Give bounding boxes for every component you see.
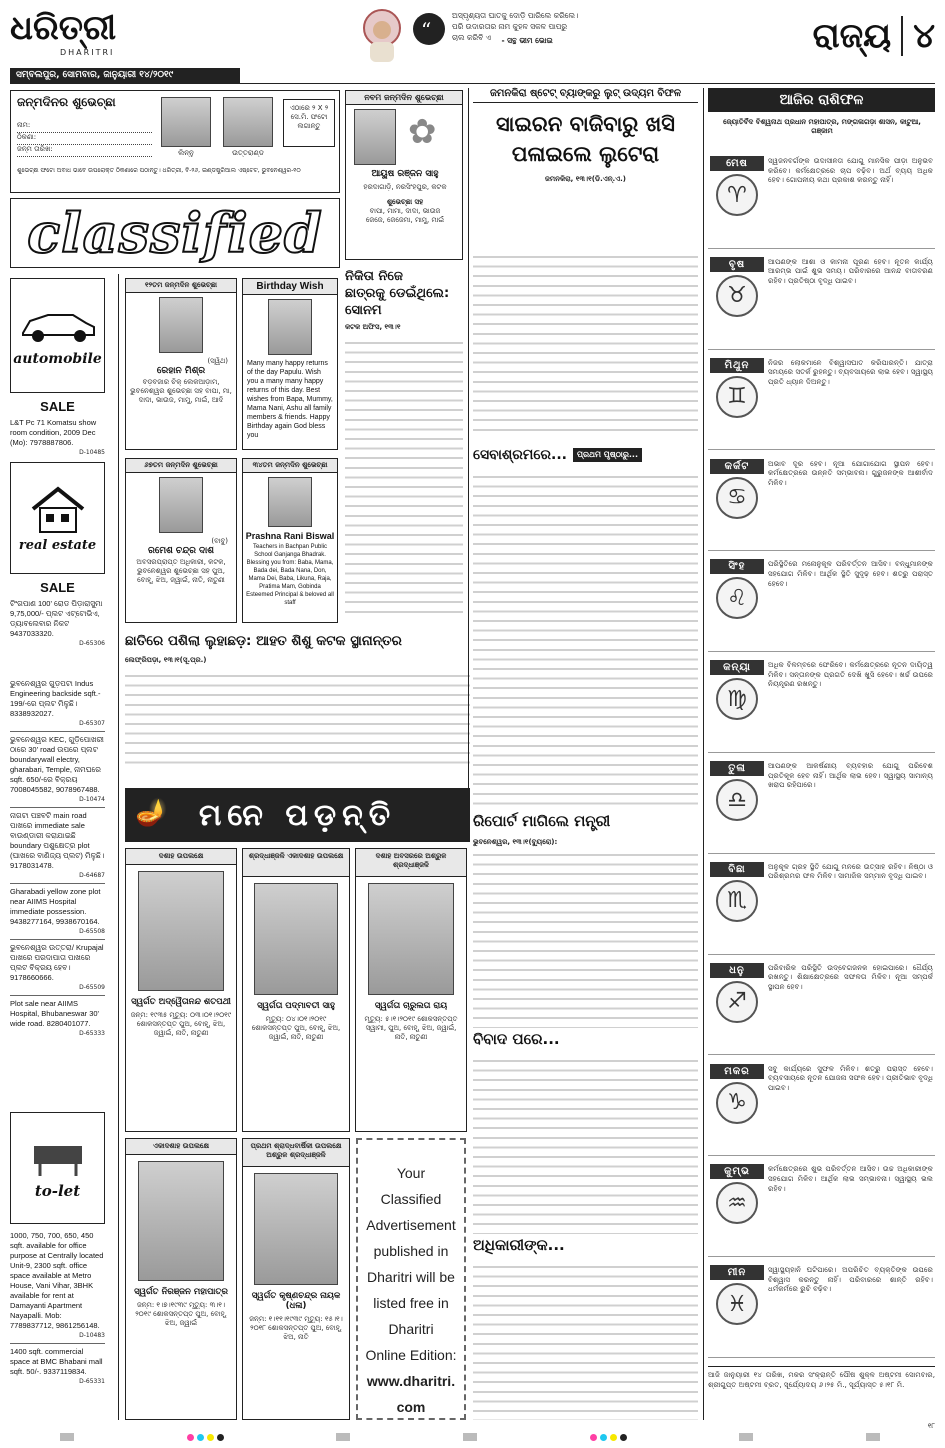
obituary-text: ଜନ୍ମ: ୧୯୩୫ ମୃତ୍ୟୁ: ୦୩।୦୧।୨୦୧୯ ଶୋକସନ୍ତପ୍ତ ପୁଅ, ବୋହୂ, ଝିଅ, ଜ୍ୱାଇଁ, ନାତି, ନାତୁଣୀ [130,1011,232,1037]
obituary-card-5 [242,1138,350,1420]
promo-line: Classified [380,1191,442,1207]
list-item [10,732,105,808]
zodiac-glyph: ♌ [716,577,758,619]
bibada-header [473,1030,698,1052]
zodiac-name: ବିଛା [710,862,764,877]
obituary-card-1 [125,848,237,1132]
wish-text: ଅବସରପ୍ରାପ୍ତ ଅଧିକାରୀ, କଟକ, ଭୁବନେଶ୍ୱର ଶୁଭେଚ୍ଛା ସହ ପୁଅ, ବୋହୂ, ଝିଅ, ଜ୍ୱାଇଁ, ନାତି, ନାତୁଣୀ [136,558,226,584]
zodiac-sign-icon [710,862,764,922]
navam-line-1: ହରଦାଗାଡ଼ି, ନରସିଂହପୁର, କଟକ [363,183,447,191]
classified-code: D-64687 [79,872,105,879]
birthday-form-title: ଜନ୍ମଦିନର ଶୁଭେଚ୍ଛା [17,95,116,109]
zodiac-glyph: ♏ [716,880,758,922]
wish-card-4 [242,458,338,623]
list-item [10,1344,105,1389]
house-icon [28,484,88,534]
flower-icon: ✿ [408,112,437,152]
zodiac-prediction: ସ୍ୱଜନବର୍ଗଙ୍କ ଉଦାସୀନତା ଯୋଗୁ ମାନସିକ ପୀଡ଼ା ଅନୁଭବ କରିବେ। କର୍ମକ୍ଷେତ୍ରରେ ଚାପ ବଢ଼ିବ। ଅର୍ଥ ବ୍ୟୟ ଅଧିକ ହେବ। ଗୋପନୀୟ କଥା ପ୍ରକାଶ କରନ୍ତୁ ନାହିଁ। [768,156,933,185]
wish-card-2 [242,278,338,450]
obituary-card-4 [125,1138,237,1420]
zodiac-glyph: ♍ [716,678,758,720]
report-dateline: ଭୁବନେଶ୍ୱର, ୧୩।୧(ବ୍ୟୁରୋ): [473,838,558,846]
promo-url-suffix: com [396,1399,426,1415]
sevashram-header [473,444,698,466]
birthday-form [10,90,340,193]
classified-text: ଭୁବନେଶ୍ୱର ଉତ୍ତରା/ Krupajal ପାଖରେ ପରଦାପାତା ପାଖରେ ପ୍ଲଟ ବିକ୍ରୟ ହେବ। 9178660666. [10,943,104,982]
automobile-label: automobile [13,350,102,367]
promo-line: Your [396,1165,426,1181]
rashifala-footer [708,1366,935,1420]
obituary-name: ସ୍ୱର୍ଗତା ପଦ୍ମାବତୀ ସାହୁ [257,1001,335,1011]
tolet-text: 1400 sqft. commercial space at BMC Bhabani mall sqft. 50/-. 9337119834. [10,1347,103,1376]
zodiac-sign-icon [710,963,764,1023]
wish-photo [268,477,312,527]
obituary-name: ସ୍ୱର୍ଗତ କୃଷ୍ଣଚନ୍ଦ୍ର ନାୟକ (ଧଳା) [251,1291,341,1311]
folio-number: ୧୮ [927,1422,935,1430]
zodiac-row [708,1160,935,1257]
obituary-name: ସ୍ୱର୍ଗତ ଅଦ୍ୱୈତାନନ୍ଦ ଶତପଥୀ [131,997,231,1007]
wish-text: Teachers in Bachpan Public School Ganjanga Bhadrak. Blessing you from: Baba, Mama, Bada dei, Bada Nana, Don, Mama Dei, Baba, Likuna, Raja, Pratima Mam, Gobinda Esteemed Principal & beloved all staff [246,544,334,606]
lead-headline-2: ପଳାଇଲେ ଲୁଟେରା [511,142,660,166]
rashifala-header [708,88,935,112]
zodiac-sign-icon [710,1164,764,1224]
logo-odia: ଧରିତ୍ରୀ [10,8,117,48]
zodiac-row [708,354,935,451]
zodiac-glyph: ♉ [716,275,758,317]
zodiac-glyph: ♐ [716,981,758,1023]
navam-line-2: ଶୁଭେଚ୍ଛା ସହ [386,198,424,206]
list-item [10,884,105,940]
rashifala-title: ଆଜିର ରାଶିଫଳ [779,92,864,108]
navam-title: ନବମ ଜନ୍ମଦିନ ଶୁଭେଚ୍ଛା [346,91,462,105]
quote-icon [412,12,448,48]
color-dots [590,1434,627,1441]
lead-kicker: ଜମନକିରା ଷ୍ଟେଟ୍ ବ୍ୟାଙ୍କରୁ ଲୁଟ୍ ଉଦ୍ୟମ ବିଫଳ [473,88,698,103]
zodiac-sign-icon [710,1265,764,1325]
promo-line: published in [373,1243,449,1259]
obituary-text: ମୃତ୍ୟୁ: ୫।୧।୨୦୧୯ ଶୋକସନ୍ତପ୍ତ ସ୍ୱାମୀ, ପୁଅ, ବୋହୂ, ଝିଅ, ଜ୍ୱାଇଁ, ନାତି, ନାତୁଣୀ [364,1015,458,1041]
wish-title: ୩୪ତମ ଜନ୍ମଦିନ ଶୁଭେଚ୍ଛା [243,459,337,473]
zodiac-name: ବୃଷ [710,257,764,272]
chhatire-story [125,632,470,782]
promo-line: Online Edition: [365,1347,457,1363]
obituary-occasion: ଦଶାହ ଅବସରରେ ଅଶ୍ରୁଳ ଶ୍ରଦ୍ଧାଞ୍ଜଳି [356,849,466,877]
obituary-photo [254,883,338,995]
zodiac-sign-icon [710,358,764,418]
zodiac-prediction: ଆପଣଙ୍କ ଆଶା ଓ କାମନା ପୂରଣ ହେବ। ନୂତନ କାର୍ଯ୍ୟ ଆରମ୍ଭ ପାଇଁ ଶୁଭ ସମୟ। ପରିବାରରେ ଆନନ୍ଦ ବାତାବରଣ ରହିବ। ପ୍ରତିଷ୍ଠା ବୃଦ୍ଧି ପାଇବ। [768,256,933,286]
tolet-ad [10,1112,105,1438]
obituary-text: ମୃତ୍ୟୁ: ୦୪।୦୧।୨୦୧୯ ଶୋକସନ୍ତପ୍ତ ପୁଅ, ବୋହୂ, ଝିଅ, ଜ୍ୱାଇଁ, ନାତି, ନାତୁଣୀ [251,1015,341,1041]
classified-text: Plot sale near AIIMS Hospital, Bhubaneswar 30' wide road. 8280401077. [10,999,99,1028]
real-estate-label: real estate [18,537,97,553]
adhikari-headline: ଅଧିକାରୀଙ୍କ... [473,1236,565,1254]
lead-dateline: ଜମନକିରା, ୧୩।୧(ଡି.ଏନ୍.ଏ.) [545,175,626,183]
panjika-text: ଆଜି ଜାନୁୟାରୀ ୧୪ ତାରିଖ, ମକର ସଂକ୍ରାନ୍ତି ପୌଷ ଶୁକ୍ଳ ଅଷ୍ଟମୀ ସୋମବାର, ଶ୍ରୀଗୁପ୍ତ ଅଷ୍ଟମୀ ବ୍ରତ, ସୂର୍ଯ୍ୟୋଦୟ ୬।୨୫ ମି., ସୂର୍ଯ୍ୟାସ୍ତ ୫।୧୮ ମି. [708,1370,935,1389]
zodiac-glyph: ♈ [716,174,758,216]
automobile-sale-title: SALE [40,399,75,414]
tolet-label: to-let [34,1182,81,1200]
navam-birthday-card [345,90,463,260]
obituary-card-3 [355,848,467,1132]
adhikari-body [473,1260,698,1420]
real-estate-sale-title: SALE [40,580,75,595]
promo-url[interactable]: www.dharitri. [366,1373,456,1389]
lamp-icon: 🪔 [135,798,168,828]
classified-code: D-10474 [79,796,105,803]
chhatire-headline: ଛାତିରେ ପଶିଲା ଲୁହାଛଡ଼: ଆହତ ଶିଶୁ କଟକ ସ୍ଥାନାନ୍ତର [125,633,402,649]
form-field-address: ଠିକଣା: [17,133,152,145]
astrologer: ଜ୍ୟୋତିର୍ବିଦ ବିଶ୍ୱନାଥ ପ୍ରଧାନ ମହାପାତ୍ର, ମଙ୍ଗଳାଗଡ଼ା ଶାସନ, କାଟୁଆ, ଗଞ୍ଜାମ [723,118,921,135]
form-photo-caption-1: ଲିନ୍ନୁ [178,149,194,157]
quote-line-1: ଅସ୍ପୃଶ୍ୟତା ଘାତକୁ ଦୋଡ଼ି ପାରିଲେ କରିଲେ। [452,11,579,20]
zodiac-name: କନ୍ୟା [710,660,764,675]
free-ad-promo [356,1138,466,1420]
dateline-text: ସମ୍ବଲପୁର, ସୋମବାର, ଜାନୁୟାରୀ ୧୪/୨୦୧୯ [16,70,174,80]
zodiac-sign-icon [710,559,764,619]
page-number: ୪ [913,16,935,56]
zodiac-prediction: ପରିସ୍ଥିତିରେ ମନୋନୁକୂଳ ପରିବର୍ତ୍ତନ ଆସିବ। ବନ୍ଧୁମାନଙ୍କ ସହଯୋଗ ମିଳିବ। ଆର୍ଥିକ ସ୍ଥିତି ସୁଦୃଢ଼ ହେବ। ଶତ୍ରୁ ପରାସ୍ତ ହେବେ। [768,559,933,588]
masthead-quote [452,10,657,66]
zodiac-prediction: ନିଜର ଲୋକମାନେ ବିଶ୍ୱାସଘାତ କରିପାରନ୍ତି। ଯାତ୍ରା ସମୟରେ ସତର୍କ ରୁହନ୍ତୁ। ବ୍ୟବସାୟରେ ଲାଭ ହେବ। ସ୍ୱାସ୍ଥ୍ୟ ପ୍ରତି ଧ୍ୟାନ ଦିଅନ୍ତୁ। [768,357,933,386]
masthead-rule [240,83,935,84]
adhikari-header [473,1236,698,1258]
zodiac-name: ଧନୁ [710,963,764,978]
zodiac-sign-icon [710,459,764,519]
obituary-photo [254,1173,338,1285]
zodiac-name: ମକର [710,1064,764,1079]
navam-line-4: ଜେଜେ, ଜେଜେମା, ମାମୁ, ମାଇଁ [365,216,445,224]
zodiac-prediction: ଅନୁକୂଳ ଗ୍ରହ ସ୍ଥିତି ଯୋଗୁ ମନରେ ଉତ୍ସାହ ରହିବ। ନିଷ୍ଠା ଓ ପରିଶ୍ରମର ଫଳ ମିଳିବ। ସାମାଜିକ ସମ୍ମାନ ବୃଦ୍ଧି ପାଇବ। [768,861,933,881]
form-photo-caption-2: ଉତ୍ତରାଣ୍ଡ [232,149,264,157]
list-item [10,1228,105,1344]
classified-code: D-65307 [79,720,105,727]
rashifala-list [708,152,935,1362]
real-estate-ad-code: D-65306 [79,640,105,647]
automobile-ad-text: L&T Pc 71 Komatsu show room condition, 2009 Dec (Mo): 7978887806. [10,418,97,447]
zodiac-prediction: ସ୍ୱାସ୍ଥ୍ୟହାନି ଘଟିପାରେ। ଅପରିଚିତ ବ୍ୟକ୍ତିଙ୍କ ଉପରେ ବିଶ୍ୱାସ କରନ୍ତୁ ନାହିଁ। ପରିବାରରେ ଶାନ୍ତି ରହିବ। ଧର୍ମକର୍ମରେ ରୁଚି ବଢ଼ିବ। [768,1265,933,1294]
wish-text: ବଡ଼ବଜାର ଚିକ୍ ଲେକଆଡ଼ାମ, ଭୁବନେଶ୍ୱର ଶୁଭେଚ୍ଛା ସହ ବାପା, ମା, ଦାଦା, ଭାଉଜ, ମାମୁ, ମାଇଁ, ଆଦି [130,378,232,404]
zodiac-name: ମେଷ [710,156,764,171]
car-icon [18,305,98,345]
tolet-sign-icon [26,1136,90,1176]
zodiac-glyph: ♊ [716,376,758,418]
obituary-text: ଜନ୍ମ: ୧।୧୧।୧୯୩୯ ମୃତ୍ୟୁ: ୧୫।୧।୨୦୧୮ ଶୋକସନ୍ତପ୍ତ ପୁଅ, ବୋହୂ, ଝିଅ, ନାତି [249,1315,343,1341]
obituary-card-2 [242,848,350,1132]
wish-name: ରମେଶ ଚନ୍ଦ୍ର ଦାଶ [148,546,214,556]
zodiac-sign-icon [710,761,764,821]
list-item [10,996,105,1041]
photo-size-note: ଏଠାରେ ୨ X ୨ ସେ.ମି. ଫଟୋ ଲଗାନ୍ତୁ [283,99,335,147]
classified-banner-text: classified [27,201,323,265]
wish-title: ୬୭ତମ ଜନ୍ମଦିନ ଶୁଭେଚ୍ଛା [126,459,236,473]
zodiac-name: ମିଥୁନ [710,358,764,373]
zodiac-name: ତୁଳା [710,761,764,776]
zodiac-name: କର୍କଟ [710,459,764,474]
saint-portrait [360,8,404,64]
chhatire-body [125,669,470,769]
navam-name: ଆୟୁଷ ରଞ୍ଜନ ସାହୁ [371,169,439,179]
wish-tag: (ସ୍ୱିଥ) [207,357,228,365]
real-estate-ad-text: ଟିଂଗପାଣ 100' ରୋଡ ପିଡ଼ାରାସୁମା 9,75,000/- ପ୍ଲଟ ଏଟ୍ଟୋଭିଏ, ଡ୍ୟାବଲେବାର ନିକଟ 9437033320. [10,599,103,638]
obituary-text: ଜନ୍ମ: ୧।୭।୧୯୩୯ ମୃତ୍ୟୁ: ୩।୧।୨୦୧୯ ଶୋକସନ୍ତପ୍ତ ପୁଅ, ବୋହୂ, ଝିଅ, ଜ୍ୱାଇଁ [135,1301,227,1327]
classified-text: ନାଗଟା ପଞ୍ଚବଟି main road ପାଖରେ immediate sale ବାଉଣ୍ଡାରୀ କରାଯାଇଛି boundary ପଶୁକ୍ଷେତ୍ର plot (ଘାଖରେ ବାଣିଜ୍ୟ ପ୍ଲଟ) ମିଳୁଛି। 9178031478. [10,811,105,870]
lead-story [473,88,698,248]
classified-text: ଭୁବନେଶ୍ୱର KEC, ଗୁଡ଼ିପୋଖରୀ ଠାରେ 30' road ଉପରେ ପ୍ଲଟ boundarywall electry, gharabari, Temple, ନାମଘରେ sqft. 650/-ରେ ବିକ୍ରୟ 7008045582, 9078967488. [10,735,104,794]
logo-en: DHARITRI [60,48,115,57]
tolet-sign-label: TO LET [43,1134,72,1142]
section-name: ରାଜ୍ୟ [812,16,892,56]
classified-code: D-65509 [79,984,105,991]
zodiac-name: ମୀନ [710,1265,764,1280]
automobile-ad [10,278,105,458]
mane-padunti-title: ମନେ ପଡ଼ନ୍ତି [198,797,397,833]
section-divider [901,16,903,56]
zodiac-prediction: ଅଭାବ ଦୂର ହେବ। ନୂଆ ଯୋଗାଯୋଗ ସ୍ଥାପନ ହେବ। କର୍ମକ୍ଷେତ୍ରରେ ଉନ୍ନତି ସମ୍ଭାବନା। ଗୁରୁଜନଙ୍କ ଆଶୀର୍ବାଦ ମିଳିବ। [768,458,933,487]
report-body [473,848,698,1028]
bibada-headline: ବିବାଦ ପରେ... [473,1030,560,1048]
svg-text:“: “ [421,18,432,42]
wish-photo [268,299,312,355]
form-field-name: ନାମ: [17,121,152,133]
real-estate-icon-box [10,462,105,574]
zodiac-name: ସିଂହ [710,559,764,574]
zodiac-row [708,1060,935,1157]
form-field-dob: ଜନ୍ମ ତାରିଖ: [17,145,152,157]
obituary-name: ସ୍ୱର୍ଗତ ନିରଞ୍ଜନ ମହାପାତ୍ର [134,1287,228,1297]
nikita-headline-2: ଛାତ୍ରକୁ ଡେଇଁଥିଲେ: [345,286,450,301]
zodiac-prediction: କର୍ମକ୍ଷେତ୍ରରେ ଶୁଭ ପରିବର୍ତ୍ତନ ଆସିବ। ଉଚ୍ଚ ଅଧିକାରୀଙ୍କ ସହଯୋଗ ମିଳିବ। ଆର୍ଥିକ ଲାଭ ସମ୍ଭାବନା। ସ୍ୱାସ୍ଥ୍ୟ ଭଲ ରହିବ। [768,1164,933,1193]
navam-line-3: ବାପା, ମାମା, ଦାଦା, ଭାଉଜ [369,207,441,215]
tolet-code: D-65331 [79,1378,105,1385]
zodiac-prediction: ଆପଣଙ୍କ ଆକର୍ଷଣୀୟ ବ୍ୟବହାର ଯୋଗୁ ପରିବେଶ ପ୍ରତିକୂଳ ହେବ ନାହିଁ। ଆର୍ଥିକ ଲାଭ ହେବ। ସ୍ୱାସ୍ଥ୍ୟ ସାମାନ୍ୟ ଖରାପ ରହିପାରେ। [768,761,933,790]
birthday-form-notice: ଶୁଭେଚ୍ଛା ଫଟୋ ଅବାଧ ଭାବେ ଉପରୋକ୍ତ ଠିକଣାରେ ପଠାନ୍ତୁ। ଧରିତ୍ରୀ, ବି-୨୬, ଇଣ୍ଡଷ୍ଟ୍ରିଆଲ ଏଷ୍ଟେଟ, ଭୁବନେଶ୍ୱର-୧୦ [17,167,301,174]
zodiac-row [708,152,935,249]
list-item [10,808,105,884]
color-dots [187,1434,224,1441]
wish-name: Prashna Rani Biswal [245,531,335,541]
zodiac-row [708,253,935,350]
zodiac-row [708,1261,935,1358]
zodiac-glyph: ♋ [716,477,758,519]
zodiac-prediction: ଅଧିକ ବିଳମ୍ବରେ ଫେରିବେ। କର୍ମକ୍ଷେତ୍ରରେ ନୂତନ ଦାୟିତ୍ୱ ମିଳିବ। ସନ୍ତାନଙ୍କ ପ୍ରଗତି ଦେଖି ଖୁସି ହେବେ। ଖର୍ଚ୍ଚ ଉପରେ ନିୟନ୍ତ୍ରଣ ରଖନ୍ତୁ। [768,660,933,689]
zodiac-row [708,656,935,753]
obituary-photo [138,871,224,991]
quote-author: - ସନ୍ଥ ଭୀମ ଭୋଇ [501,36,553,45]
obituary-occasion: ଦଶାହ ଉପଲକ୍ଷେ [126,849,236,865]
classified-text: ଭୁବନେଶ୍ୱର ଗୁଡ଼ପଟା Indus Engineering backside sqft.- 199/-ରେ ପ୍ଲଟ ମିଳୁଛି। 8338932027. [10,679,101,718]
reg-mark [463,1433,477,1441]
column-rule [118,274,119,1420]
zodiac-sign-icon [710,257,764,317]
reg-mark [336,1433,350,1441]
zodiac-row [708,959,935,1056]
nikita-headline-1: ନିକିତା ନିଜେ [345,269,403,284]
zodiac-glyph: ♒ [716,1182,758,1224]
classified-code: D-65508 [79,928,105,935]
reg-mark [866,1433,880,1441]
obituary-name: ସ୍ୱର୍ଗତା ଚାରୁଲତା ରାୟ [374,1001,448,1011]
form-photo-2 [223,97,273,147]
wish-photo [159,297,203,353]
wish-tag: (ବାବୁ) [211,537,228,545]
zodiac-glyph: ♑ [716,1082,758,1124]
column-rule [703,88,704,1420]
zodiac-glyph: ♎ [716,779,758,821]
automobile-icon-box [10,278,105,393]
zodiac-row [708,455,935,552]
wish-photo [159,477,203,533]
zodiac-row [708,757,935,854]
quote-line-2: ପରି ଉଦାରତାର ନାମ କୁହଳ ସକଳ ପାପରୁ [452,22,568,31]
list-item [10,676,105,732]
real-estate-ad [10,462,105,672]
zodiac-prediction: ସବୁ କାର୍ଯ୍ୟରେ ସୁଫଳ ମିଳିବ। ଶତ୍ରୁ ପରାସ୍ତ ହେବେ। ବ୍ୟବସାୟରେ ନୂତନ ଯୋଜନା ସଫଳ ହେବ। ପ୍ରୀତିଭାବ ବୃଦ୍ଧି ପାଇବ। [768,1063,933,1092]
wish-title: ୧୨ତମ ଜନ୍ମଦିନ ଶୁଭେଚ୍ଛା [126,279,236,293]
tolet-text: 1000, 750, 700, 650, 450 sqft. available for office purpose at Centrally located Unit-9, 2300 sqft. office space available at Metro House, Vani Vihar, 3BHK available for rent at Damayanti Apartment Nayapalli. Mob: 7789837712, 9861256148. [10,1231,104,1330]
wish-card-1 [125,278,237,450]
nikita-story [345,268,463,628]
sevashram-body [473,470,698,808]
saint-portrait-icon [360,8,404,64]
print-registration-marks [60,1432,880,1442]
report-header [473,812,698,836]
obituary-photo [368,883,454,995]
chhatire-dateline: ଲେଫ୍ରିପଡ଼ା, ୧୩।୧(ସୂ.ପ୍ର.) [125,656,207,664]
wish-text: Many many happy returns of the day Papulu. Wish you a many many happy returns of this day. Best wishes from Bapa, Mummy, Mama Nani, Ashu all family members & friends. Happy Birthday again God bless you [247,360,333,439]
nikita-dateline: କଟକ ଅଫିସ, ୧୩।୧ [345,323,401,331]
obituary-photo [138,1161,224,1281]
navam-photo [354,109,396,165]
lead-headline-1: ସାଇରନ ବାଜିବାରୁ ଖସି [495,112,675,136]
obituary-occasion: ଶ୍ରଦ୍ଧାଞ୍ଜଳି ଏକାଦଶାହ ଉପଲକ୍ଷେ [243,849,349,877]
zodiac-prediction: ପରିବାରିକ ପରିସ୍ଥିତି ଉଦ୍ବେଗଜନକ ହୋଇପାରେ। ଧୈର୍ଯ୍ୟ ରଖନ୍ତୁ। ଶିକ୍ଷାକ୍ଷେତ୍ରରେ ସଫଳତା ମିଳିବ। ନୂଆ ସମ୍ପର୍କ ସ୍ଥାପନ ହେବ। [768,962,933,991]
quote-line-3: ଚାଲ କରିବି ଏ [452,33,491,42]
classified-banner [10,198,340,268]
tolet-code: D-10483 [79,1332,105,1339]
wish-title: Birthday Wish [243,279,337,295]
nikita-headline-3: ସୋନମ [345,303,382,318]
masthead-logo [10,8,160,68]
reg-mark [739,1433,753,1441]
list-item [10,940,105,996]
promo-line: Dharitri [388,1321,434,1337]
classified-code: D-65333 [79,1030,105,1037]
zodiac-row [708,858,935,955]
zodiac-glyph: ♓ [716,1283,758,1325]
automobile-ad-code: D-10485 [79,449,105,456]
wish-name: ରେହାନ ମିଶ୍ର [156,366,206,376]
report-headline: ରିପୋର୍ଟ ମାଗିଲେ ମନ୍ତ୍ରୀ [473,812,611,830]
zodiac-sign-icon [710,156,764,216]
wish-card-3 [125,458,237,623]
obituary-occasion: ଏକାଦଶାହ ଉପଲକ୍ଷେ [126,1139,236,1155]
form-photo-1 [161,97,211,147]
zodiac-row [708,555,935,652]
classified-text: Gharabadi yellow zone plot near AIIMS Hospital immediate possession. 9438277164, 9938670164. [10,887,101,926]
reg-mark [60,1433,74,1441]
sevashram-headline: ସେବାଶ୍ରମରେ... [473,447,567,463]
classifieds-list [10,676,105,1108]
mane-padunti-banner [125,788,470,842]
section-header [760,10,935,62]
obituary-occasion: ପ୍ରଥମ ଶ୍ରାଦ୍ଧବାର୍ଷିକୀ ଉପଲକ୍ଷେ ଅଶ୍ରୁଳ ଶ୍ରଦ୍ଧାଞ୍ଜଳି [243,1139,349,1167]
promo-line: listed free in [373,1295,449,1311]
dateline-bar [10,68,240,84]
continued-tag: ପ୍ରଥମ ପୃଷ୍ଠାରୁ... [573,448,642,462]
zodiac-name: କୁମ୍ଭ [710,1164,764,1179]
promo-line: Advertisement [366,1217,456,1233]
bibada-body [473,1054,698,1234]
zodiac-sign-icon [710,660,764,720]
promo-line: Dharitri will be [367,1269,455,1285]
column-rule [468,88,469,788]
lead-body [473,250,698,438]
zodiac-sign-icon [710,1064,764,1124]
tolet-icon-box [10,1112,105,1224]
nikita-body [345,336,463,616]
